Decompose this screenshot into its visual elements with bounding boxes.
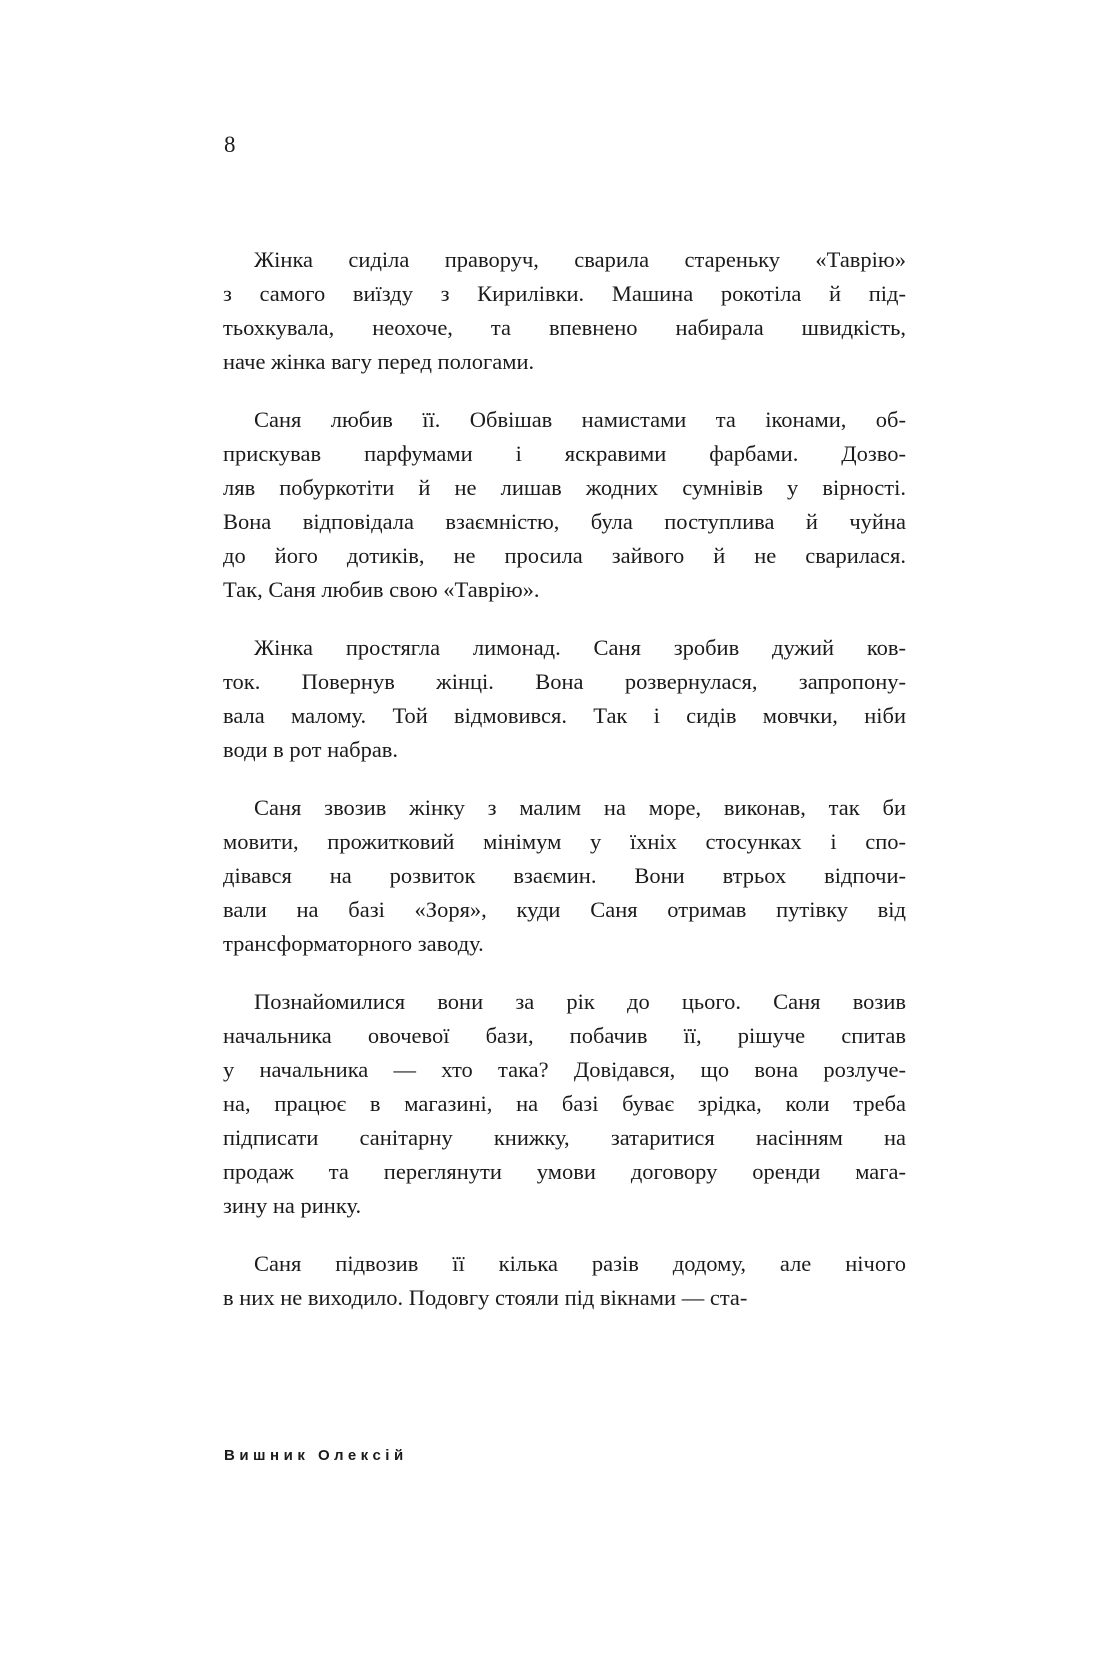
text-line: з самого виїзду з Кирилівки. Машина рокотіла й під-: [223, 281, 906, 306]
text-block: [223, 243, 906, 1339]
paragraph: [223, 985, 906, 1223]
text-line: наче жінка вагу перед пологами.: [223, 349, 535, 374]
text-line: Познайомилися вони за рік до цього. Саня возив: [254, 989, 906, 1014]
text-line: ток. Повернув жінці. Вона розвернулася, запропону-: [223, 669, 906, 694]
paragraph: [223, 243, 906, 379]
paragraph: [223, 631, 906, 767]
text-line: трансформаторного заводу.: [223, 931, 484, 956]
text-line: на, працює в магазині, на базі буває зрідка, коли треба: [223, 1091, 906, 1116]
text-line: Саня звозив жінку з малим на море, виконав, так би: [254, 795, 906, 820]
text-line: Саня любив її. Обвішав намистами та іконами, об-: [254, 407, 906, 432]
text-line: зину на ринку.: [223, 1193, 362, 1218]
text-line: Вона відповідала взаємністю, була поступлива й чуйна: [223, 509, 906, 534]
text-line: Жінка сиділа праворуч, сварила стареньку «Таврію»: [254, 247, 906, 272]
text-line: вала малому. Той відмовився. Так і сидів мовчки, ніби: [223, 703, 906, 728]
text-line: дівався на розвиток взаємин. Вони втрьох відпочи-: [223, 863, 906, 888]
text-line: Так, Саня любив свою «Таврію».: [223, 577, 540, 602]
page-number: 8: [224, 132, 236, 157]
paragraph: [223, 403, 906, 607]
text-line: тьохкувала, неохоче, та впевнено набирала швидкість,: [223, 315, 906, 340]
text-line: мовити, прожитковий мінімум у їхніх стосунках і спо-: [223, 829, 906, 854]
text-line: води в рот набрав.: [223, 737, 399, 762]
text-line: Жінка простягла лимонад. Саня зробив дужий ков-: [254, 635, 906, 660]
text-line: продаж та переглянути умови договору оренди мага-: [223, 1159, 906, 1184]
text-line: до його дотиків, не просила зайвого й не сварилася.: [223, 543, 906, 568]
text-line: в них не виходило. Подовгу стояли під вікнами — ста-: [223, 1285, 748, 1310]
text-line: начальника овочевої бази, побачив її, рішуче спитав: [223, 1023, 906, 1048]
text-line: прискував парфумами і яскравими фарбами. Дозво-: [223, 441, 906, 466]
paragraph: [223, 791, 906, 961]
page-footer-author: Вишник Олексій: [224, 1447, 408, 1464]
text-line: підписати санітарну книжку, затаритися насінням на: [223, 1125, 906, 1150]
paragraph: [223, 1247, 906, 1315]
text-line: вали на базі «Зоря», куди Саня отримав путівку від: [223, 897, 906, 922]
text-line: ляв побуркотіти й не лишав жодних сумнівів у вірності.: [223, 475, 906, 500]
text-line: у начальника — хто така? Довідався, що вона розлуче-: [223, 1057, 906, 1082]
text-line: Саня підвозив її кілька разів додому, але нічого: [254, 1251, 906, 1276]
